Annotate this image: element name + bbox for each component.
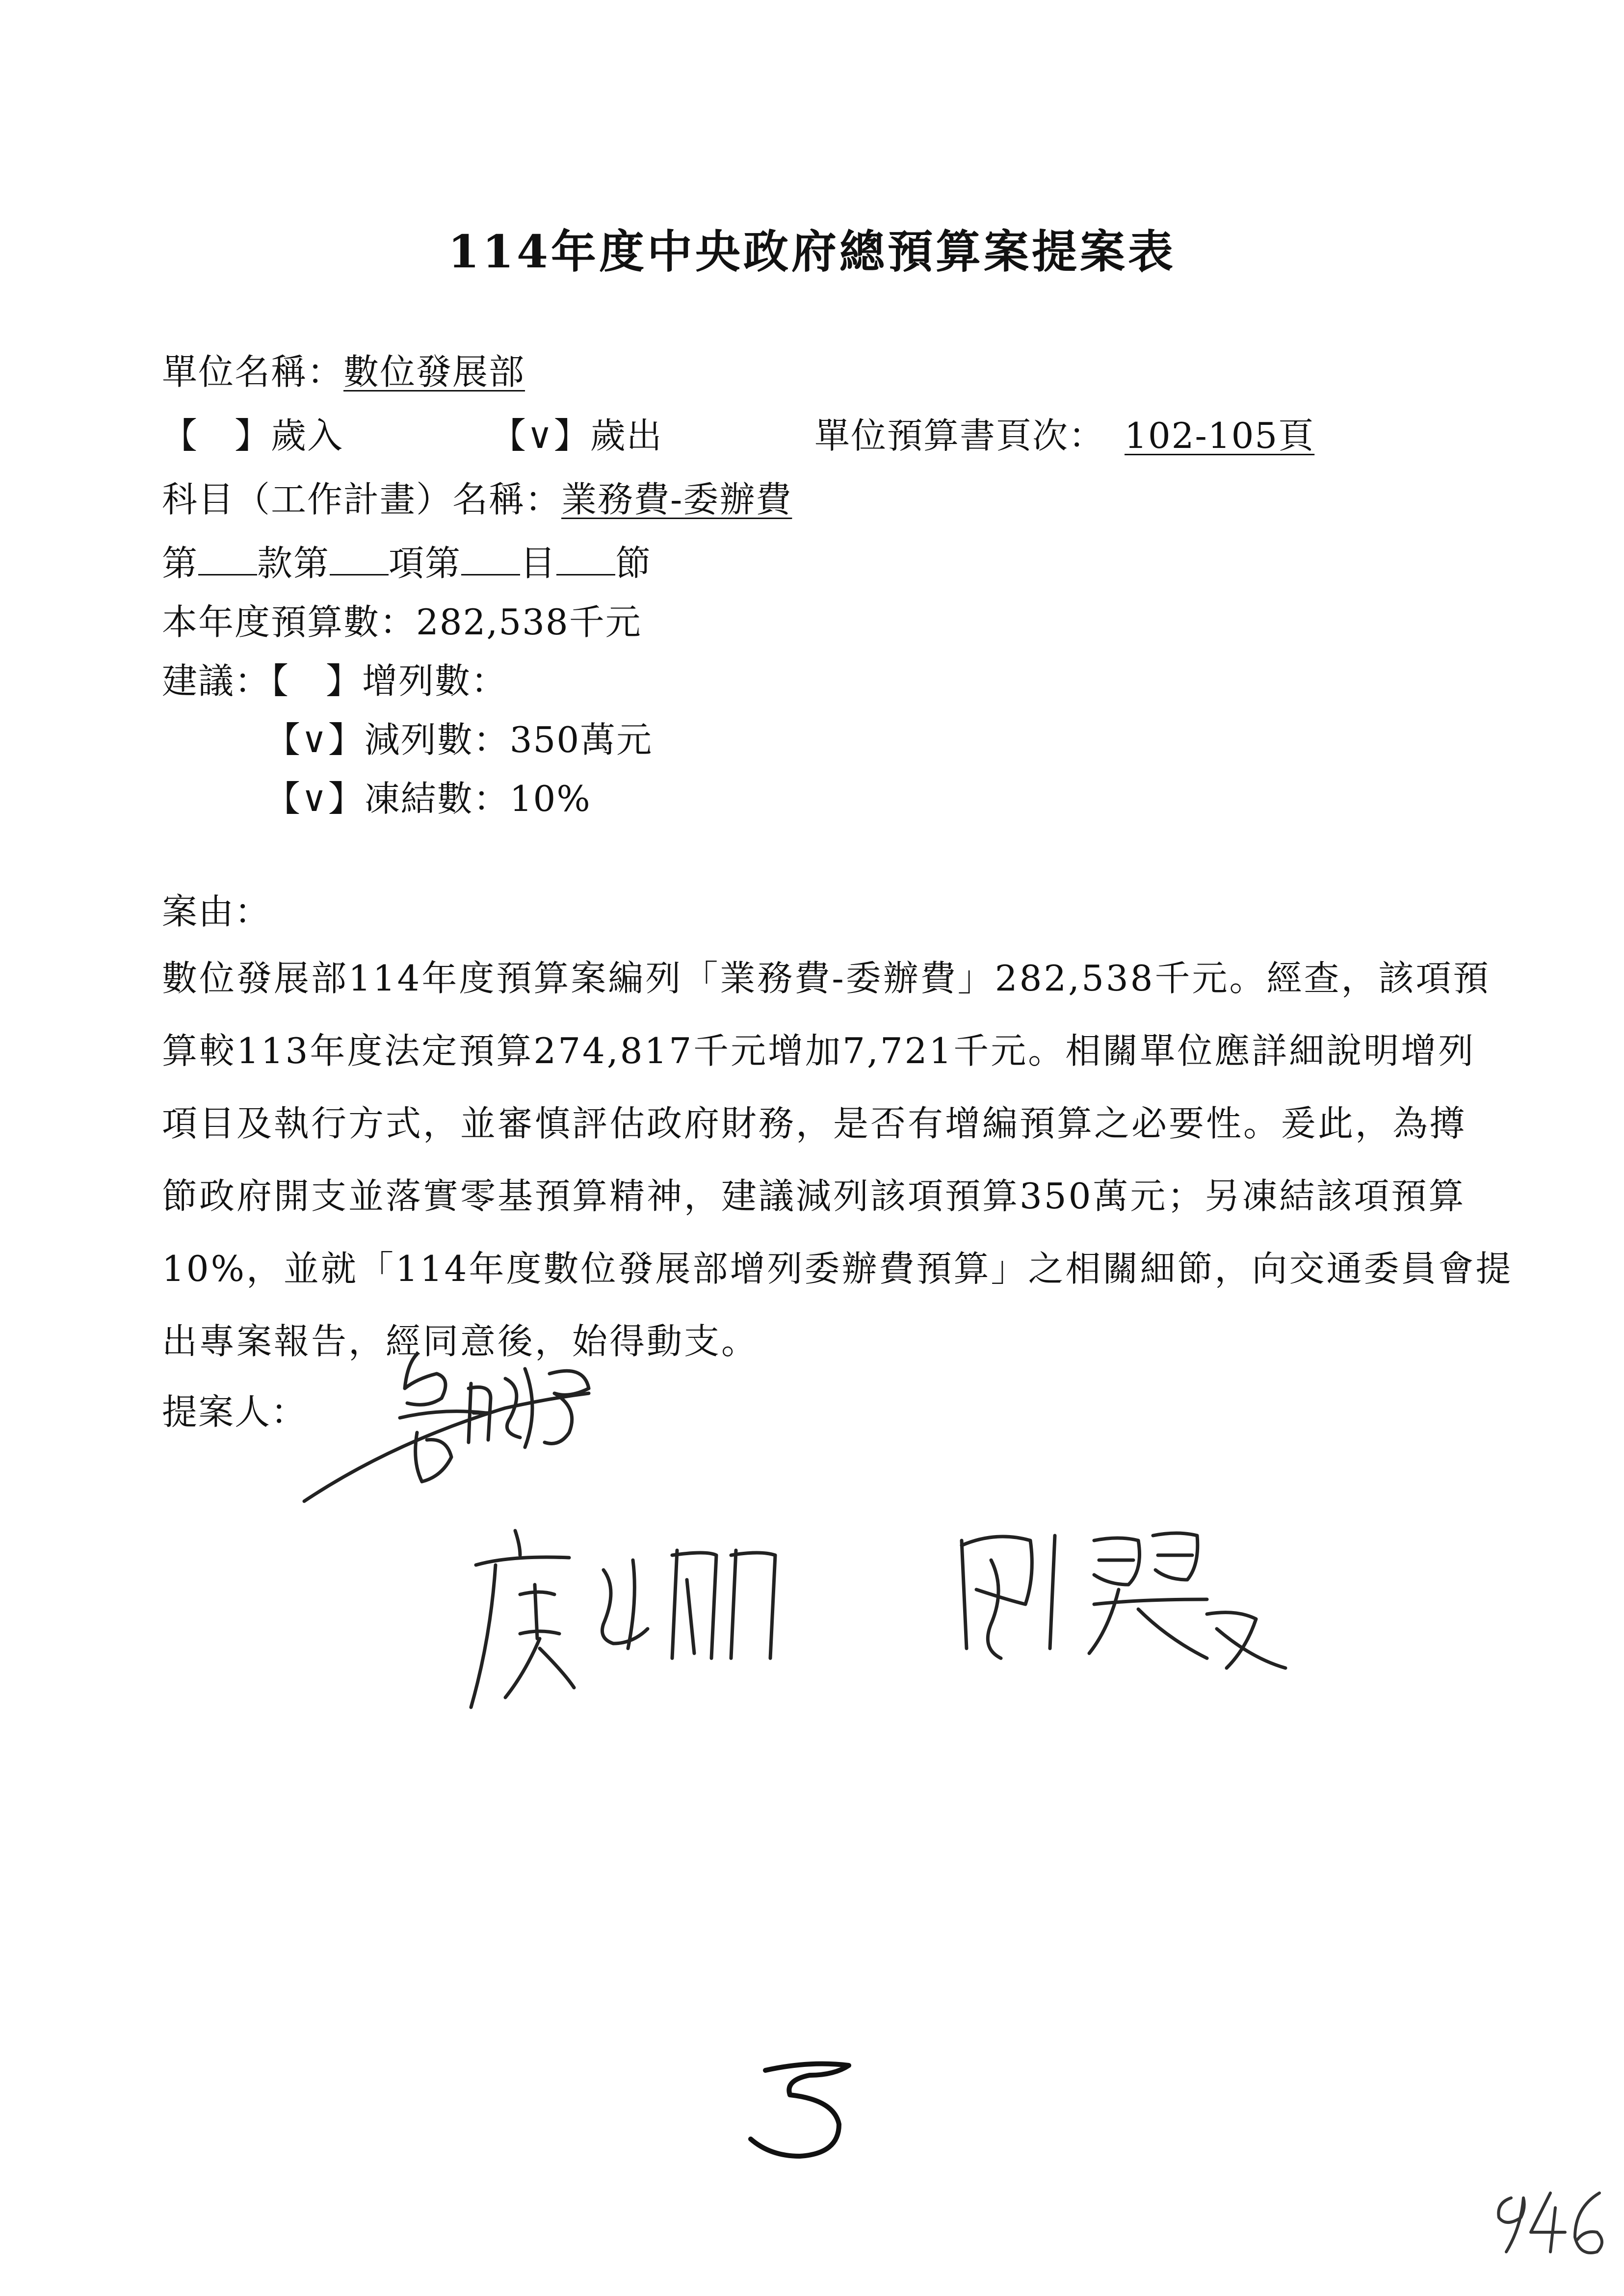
unit-label: 單位名稱： — [162, 351, 344, 392]
signature-3 — [932, 1501, 1315, 1688]
blank-field — [330, 545, 389, 575]
proposer-label: 提案人： — [162, 1391, 308, 1433]
blank-field — [198, 545, 257, 575]
section-text: 項第 — [389, 543, 462, 584]
section-text: 節 — [615, 543, 652, 584]
increase-option: 【 】增列數： — [271, 660, 508, 702]
handwritten-sheet-number — [1487, 2178, 1614, 2267]
reason-line: 項目及執行方式，並審慎評估政府財務，是否有增編預算之必要性。爰此，為撙 — [162, 1103, 1467, 1144]
suggestion-row — [162, 652, 507, 704]
page-value: 102-105頁 — [1125, 415, 1315, 456]
reason-label: 案由： — [162, 891, 271, 932]
expense-box: 【∨】歲出 — [491, 415, 663, 456]
subject-label: 科目（工作計畫）名稱： — [162, 479, 562, 520]
reason-line: 出專案報告，經同意後，始得動支。 — [162, 1321, 759, 1362]
budget-amount: 本年度預算數：282,538千元 — [162, 601, 642, 643]
reason-line: 10%，並就「114年度數位發展部增列委辦費預算」之相關細節，向交通委員會提 — [162, 1248, 1513, 1289]
section-row — [162, 535, 652, 586]
unit-row — [162, 343, 525, 394]
section-text: 第 — [162, 543, 199, 584]
freeze-option: 【∨】凍結數：10% — [265, 778, 591, 819]
section-text: 款第 — [257, 543, 330, 584]
reason-line: 節政府開支並落實零基預算精神，建議減列該項預算350萬元；另凍結該項預算 — [162, 1175, 1466, 1217]
reason-line: 數位發展部114年度預算案編列「業務費-委辦費」282,538千元。經查，該項預 — [162, 958, 1491, 999]
income-box: 【 】歲入 — [162, 415, 344, 456]
subject-value: 業務費-委辦費 — [561, 479, 792, 520]
signature-1 — [294, 1334, 667, 1521]
page-ref — [814, 407, 1334, 458]
suggestion-label: 建議： — [162, 660, 271, 702]
section-text: 目 — [520, 543, 557, 584]
page-label: 單位預算書頁次： — [814, 415, 1105, 456]
reason-line: 算較113年度法定預算274,817千元增加7,721千元。相關單位應詳細說明增列 — [162, 1030, 1476, 1071]
subject-row — [162, 471, 792, 522]
blank-field — [461, 545, 520, 575]
signature-2 — [442, 1511, 824, 1727]
type-row — [162, 407, 343, 458]
unit-value: 數位發展部 — [343, 351, 525, 392]
handwritten-page-number — [736, 2051, 864, 2168]
reason-paragraph — [162, 942, 1513, 1378]
document-title: 114年度中央政府總預算案提案表 — [447, 225, 1177, 278]
blank-field — [556, 545, 615, 575]
decrease-option: 【∨】減列數：350萬元 — [265, 719, 653, 760]
